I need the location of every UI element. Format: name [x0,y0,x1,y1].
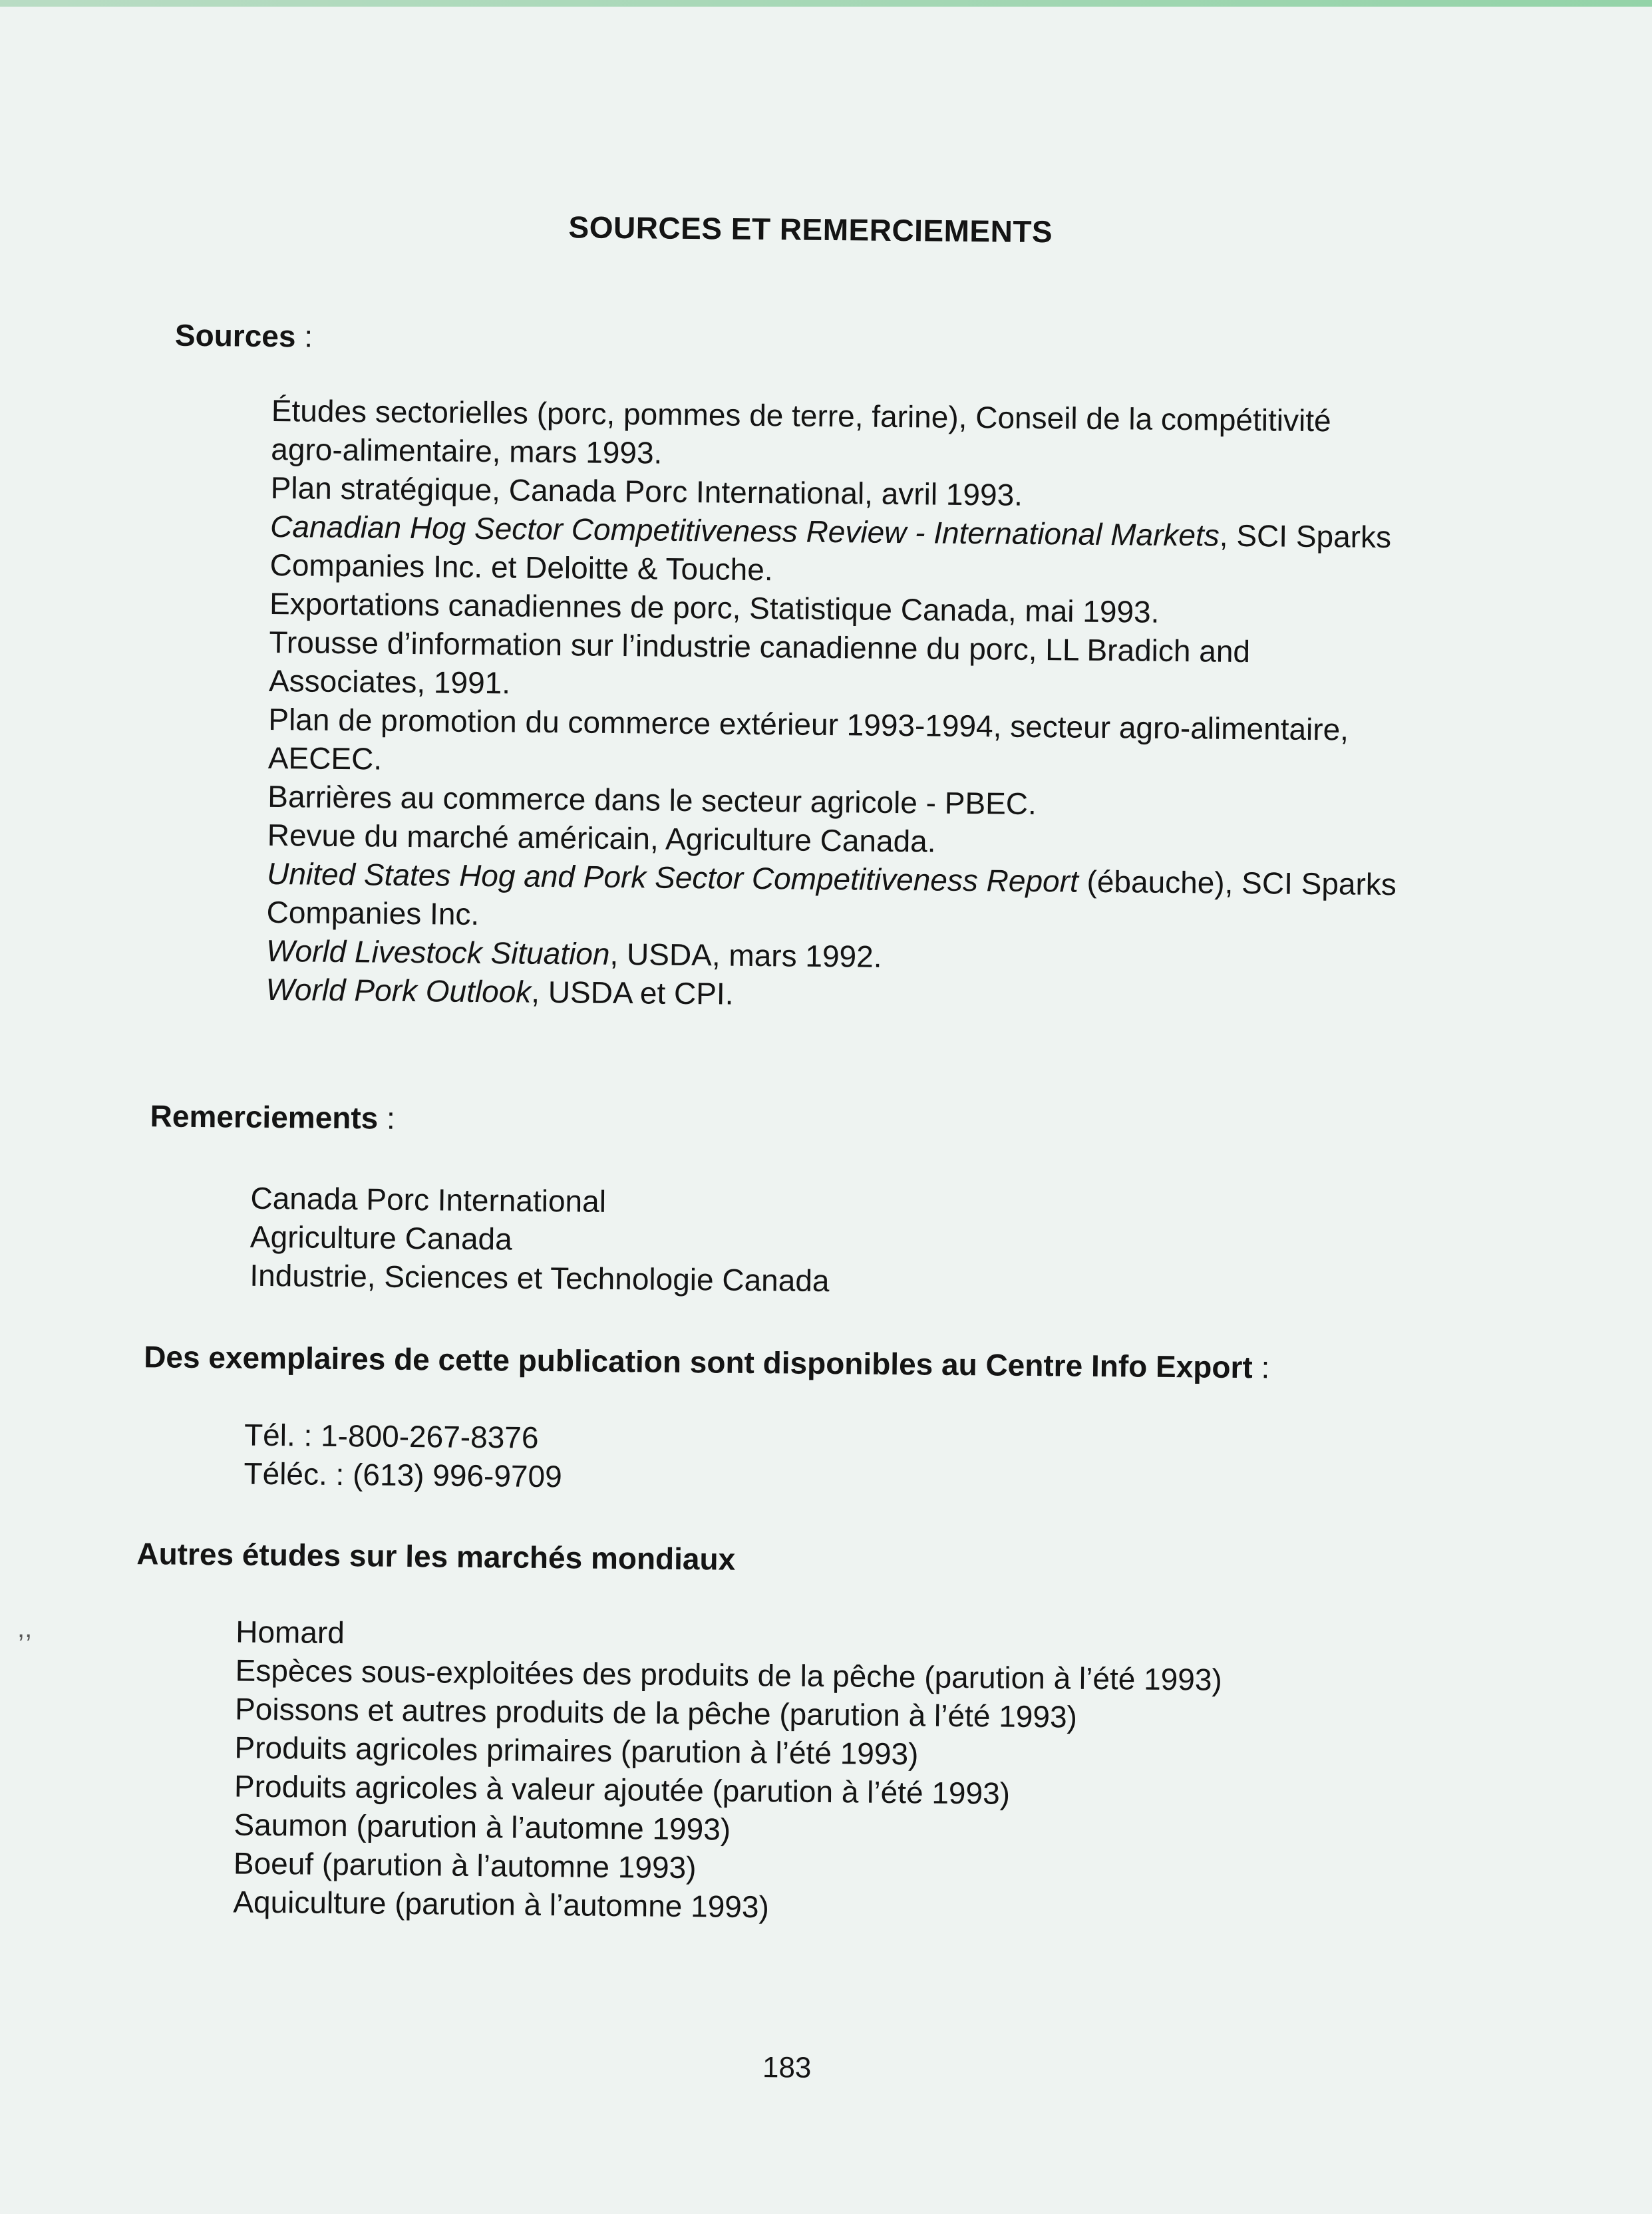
list-item: Homard [236,1614,345,1651]
contact-list [244,1416,1176,1502]
source-line: World Livestock Situation, USDA, mars 1992. [265,933,882,974]
sources-heading-label: Sources [174,317,296,354]
source-line: Exportations canadiennes de porc, Statistique Canada, mai 1993. [269,585,1160,629]
source-title-italic: United States Hog and Pork Sector Competitiveness Report [266,856,1078,899]
remerciements-heading-colon: : [378,1100,396,1136]
source-line: Plan stratégique, Canada Porc International, avril 1993. [270,470,1023,512]
availability-heading-label: Des exemplaires de cette publication sont disponibles au Centre Info Export [143,1339,1253,1385]
page-title: SOURCES ET REMERCIEMENTS [568,210,1053,249]
source-line: Canadian Hog Sector Competitiveness Review - International Markets, SCI Sparks [269,508,1392,555]
source-line: Companies Inc. [266,894,480,931]
source-line: Trousse d’information sur l’industrie canadienne du porc, LL Bradich and [269,624,1251,669]
list-item: Produits agricoles à valeur ajoutée (parution à l’été 1993) [234,1768,1011,1811]
phone-number: Tél. : 1-800-267-8376 [244,1417,539,1455]
list-item: Saumon (parution à l’automne 1993) [234,1807,731,1847]
source-line: Associates, 1991. [268,663,511,701]
sources-list [265,391,1489,1021]
other-studies-list [233,1613,1500,1933]
list-item: Canada Porc International [250,1180,607,1219]
source-line: Plan de promotion du commerce extérieur 1993-1994, secteur agro-alimentaire, [268,701,1349,747]
list-item: Espèces sous-exploitées des produits de la pêche (parution à l’été 1993) [235,1653,1223,1697]
other-studies-heading: Autres études sur les marchés mondiaux [136,1536,736,1577]
source-title-italic: Canadian Hog Sector Competitiveness Review - International Markets [269,508,1220,553]
remerciements-heading-label: Remerciements [150,1098,379,1136]
source-line: Companies Inc. et Deloitte & Touche. [269,547,773,587]
source-title-italic: World Pork Outlook [265,971,532,1009]
source-line: World Pork Outlook, USDA et CPI. [265,971,734,1011]
list-item: Produits agricoles primaires (parution à l’été 1993) [234,1730,919,1772]
list-item: Agriculture Canada [249,1219,512,1257]
sources-heading-colon: : [295,319,313,354]
source-line: agro-alimentaire, mars 1993. [271,431,663,470]
source-title-italic: World Livestock Situation [265,933,610,971]
source-line: Études sectorielles (porc, pommes de terre, farine), Conseil de la compétitivité [271,393,1331,438]
source-line: Barrières au commerce dans le secteur agricole - PBEC. [267,778,1037,822]
fax-number: Téléc. : (613) 996-9709 [244,1456,562,1494]
source-line: United States Hog and Pork Sector Competitiveness Report (ébauche), SCI Sparks [266,856,1397,902]
source-line: Revue du marché américain, Agriculture Canada. [267,817,936,859]
list-item: Industrie, Sciences et Technologie Canada [249,1257,830,1299]
remerciements-heading [150,1098,395,1136]
list-item: Aquiculture (parution à l’automne 1993) [233,1884,770,1925]
page-number: 183 [762,2051,812,2084]
source-line: AECEC. [267,740,383,776]
remerciements-list [249,1179,1182,1303]
list-item: Poissons et autres produits de la pêche (parution à l’été 1993) [234,1691,1078,1734]
availability-heading-colon: : [1252,1350,1270,1385]
sources-heading [175,317,313,355]
availability-heading [144,1339,1270,1385]
list-item: Boeuf (parution à l’automne 1993) [233,1845,697,1885]
margin-mark: ,, [17,1614,33,1643]
